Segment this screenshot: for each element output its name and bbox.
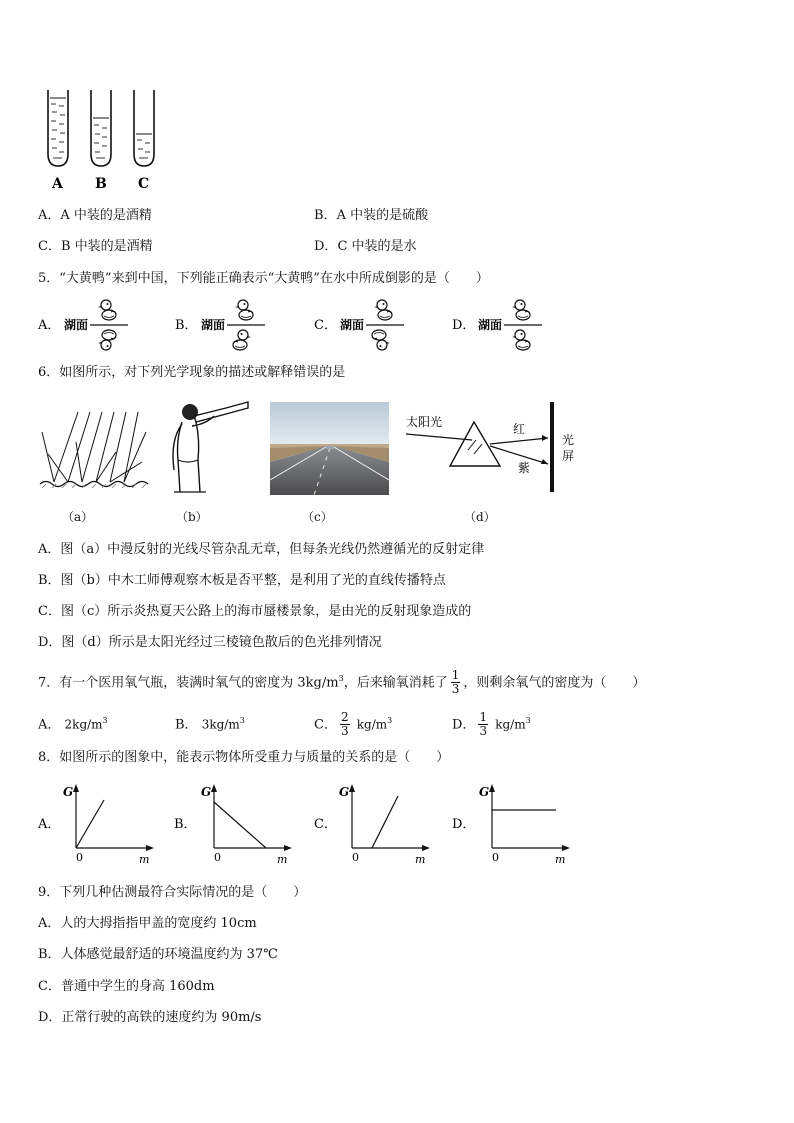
caption-b: （b） xyxy=(176,510,208,524)
q4-option-b: B．A 中装的是硫酸 xyxy=(314,208,429,223)
svg-text:m: m xyxy=(139,853,150,866)
caption-d: （d） xyxy=(464,510,496,524)
q8-graphs-row xyxy=(36,782,576,866)
q9-option-c: C．普通中学生的身高 160dm xyxy=(38,979,215,994)
svg-text:0: 0 xyxy=(76,851,83,864)
svg-text:m: m xyxy=(415,853,426,866)
figure-c-road-mirage xyxy=(270,402,389,495)
tube-c xyxy=(134,90,154,166)
q9-option-d: D．正常行驶的高铁的速度约为 90m/s xyxy=(38,1010,262,1025)
svg-text:0: 0 xyxy=(352,851,359,864)
caption-a: （a） xyxy=(62,510,94,524)
svg-text:0: 0 xyxy=(492,851,499,864)
q8-c-line xyxy=(372,796,398,848)
q4-option-c: C．B 中装的是酒精 xyxy=(38,239,153,254)
q8-option-b-letter: B． xyxy=(174,817,197,832)
q6-option-a: A．图（a）中漫反射的光线尽管杂乱无章，但每条光线仍然遵循光的反射定律 xyxy=(38,542,485,557)
svg-text:G: G xyxy=(201,785,212,799)
prism-screen-label-2: 屏 xyxy=(562,449,575,463)
q8-option-c-letter: C． xyxy=(314,817,337,832)
q4-option-a: A．A 中装的是酒精 xyxy=(38,208,152,223)
svg-text:m: m xyxy=(555,853,566,866)
test-tubes-figure xyxy=(38,84,164,194)
q8-option-a-letter: A． xyxy=(38,817,61,832)
caption-c: （c） xyxy=(302,510,333,524)
q7-option-a: A． $2kg/m^3$ xyxy=(38,716,108,733)
q5-b-reflection xyxy=(233,330,251,350)
tube-a xyxy=(48,90,68,166)
q8-stem: 8．如图所示的图象中，能表示物体所受重力与质量的关系的是（ ） xyxy=(38,750,450,765)
prism-purple-label: 紫 xyxy=(518,461,531,475)
tube-b xyxy=(91,90,111,166)
q5-option-a-lake: 湖面 xyxy=(64,318,89,332)
q8-option-d-letter: D． xyxy=(452,817,476,832)
q4-option-d: D．C 中装的是水 xyxy=(314,239,417,254)
q5-a-reflection xyxy=(98,330,116,350)
q5-option-c-letter: C． xyxy=(314,318,337,333)
q8-b-line xyxy=(214,802,266,848)
prism-sunlight-label: 太阳光 xyxy=(406,415,443,429)
q7-option-d: D． $\frac{1}{3}$ $kg/m^3$ xyxy=(452,710,531,739)
q7-option-b: B． $3kg/m^3$ xyxy=(175,716,245,733)
figure-b-carpenter xyxy=(166,400,250,496)
q5-option-a-letter: A． xyxy=(38,318,61,333)
figure-a-diffuse-reflection xyxy=(38,402,150,494)
q8-a-line xyxy=(76,800,104,848)
svg-text:G: G xyxy=(339,785,350,799)
q5-options-row xyxy=(38,296,558,358)
q6-option-c: C．图（c）所示炎热夏天公路上的海市蜃楼景象，是由光的反射现象造成的 xyxy=(38,604,472,619)
q5-option-b-lake: 湖面 xyxy=(201,318,226,332)
q7-fraction: $\frac{1}{3}$ xyxy=(451,668,460,697)
svg-text:m: m xyxy=(277,853,288,866)
q7-option-c: C． $\frac{2}{3}$ $kg/m^3$ xyxy=(314,710,393,739)
q6-option-d: D．图（d）所示是太阳光经过三棱镜色散后的色光排列情况 xyxy=(38,635,382,650)
svg-text:0: 0 xyxy=(214,851,221,864)
q5-option-d-lake: 湖面 xyxy=(478,318,503,332)
q5-c-reflection xyxy=(372,330,390,350)
q6-stem: 6．如图所示，对下列光学现象的描述或解释错误的是 xyxy=(38,365,346,380)
q9-stem: 9．下列几种估测最符合实际情况的是（ ） xyxy=(38,885,307,900)
prism-red-label: 红 xyxy=(513,422,526,436)
figure-d-prism xyxy=(404,402,584,494)
q5-d-reflection xyxy=(512,330,530,350)
svg-text:G: G xyxy=(479,785,490,799)
tube-label-a: A xyxy=(52,176,63,192)
q5-option-d-letter: D． xyxy=(452,318,476,333)
prism-screen-label-1: 光 xyxy=(562,433,575,447)
q7-stem: 7．有一个医用氧气瓶，装满时氧气的密度为 $3kg/m^3$，后来输氧消耗了 $\frac{1}{3}$ ，则剩余氧气的密度为（ ） xyxy=(38,668,646,697)
q9-option-b: B．人体感觉最舒适的环境温度约为 37℃ xyxy=(38,947,278,962)
q5-option-b-letter: B． xyxy=(175,318,198,333)
tube-label-b: B xyxy=(95,176,107,192)
q5-a-duck xyxy=(98,300,116,320)
q9-option-a: A．人的大拇指指甲盖的宽度约 10cm xyxy=(38,916,257,931)
q5-option-c-lake: 湖面 xyxy=(340,318,365,332)
q6-option-b: B．图（b）中木工师傅观察木板是否平整，是利用了光的直线传播特点 xyxy=(38,573,446,588)
tube-label-c: C xyxy=(138,176,150,192)
q5-stem: 5．“大黄鸭”来到中国，下列能正确表示“大黄鸭”在水中所成倒影的是（ ） xyxy=(38,271,489,286)
svg-text:G: G xyxy=(63,785,74,799)
